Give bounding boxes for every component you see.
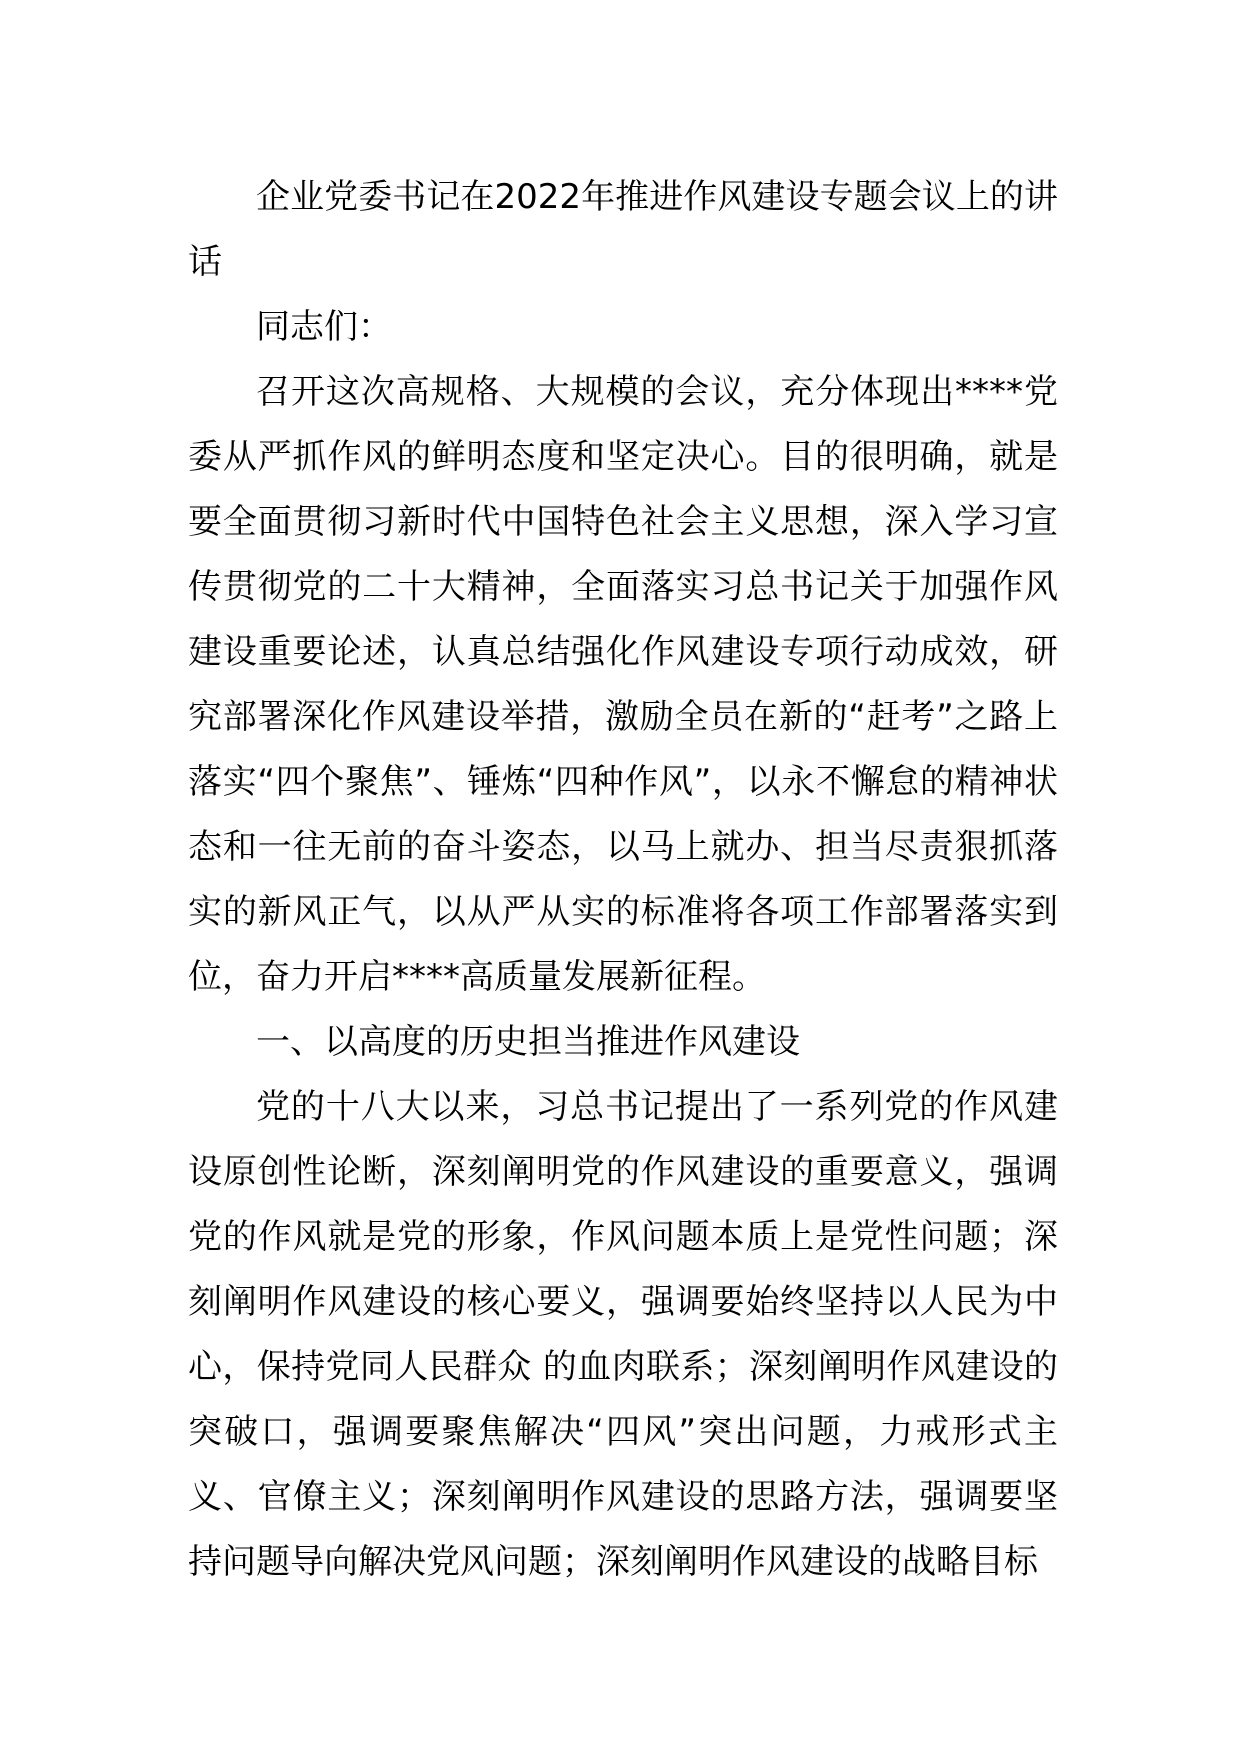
section-heading: 一、以高度的历史担当推进作风建设 — [256, 1022, 800, 1062]
body-paragraph: 党的十八大以来，习总书记提出了一系列党的作风建设原创性论断，深刻阐明党的作风建设的重要意义，强调党的作风就是党的形象，作风问题本质上是党性问题；深刻阐明作风建设的核心要义，强调要始终坚持以人民为中心，保持党同人民群众 的血肉联系；深刻阐明作风建设的突破口，强调要聚焦解决“四风”突出问题，力戒形式主义、官僚主义；深刻阐明作风建设的思路方法，强调要坚持问题导向解决党风问题；深刻阐明作风建设的战略目标 — [188, 1087, 1058, 1582]
document-page — [188, 165, 1058, 1595]
salutation: 同志们： — [256, 307, 392, 347]
document-title: 企业党委书记在2022年推进作风建设专题会议上的讲话 — [188, 177, 1058, 282]
body-paragraph: 召开这次高规格、大规模的会议，充分体现出****党委从严抓作风的鲜明态度和坚定决心。目的很明确，就是要全面贯彻习新时代中国特色社会主义思想，深入学习宣传贯彻党的二十大精神，全面落实习总书记关于加强作风建设重要论述，认真总结强化作风建设专项行动成效，研究部署深化作风建设举措，激励全员在新的“赶考”之路上落实“四个聚焦”、锤炼“四种作风”，以永不懈怠的精神状态和一往无前的奋斗姿态，以马上就办、担当尽责狠抓落实的新风正气，以从严从实的标准将各项工作部署落实到位，奋力开启****高质量发展新征程。 — [188, 372, 1058, 997]
